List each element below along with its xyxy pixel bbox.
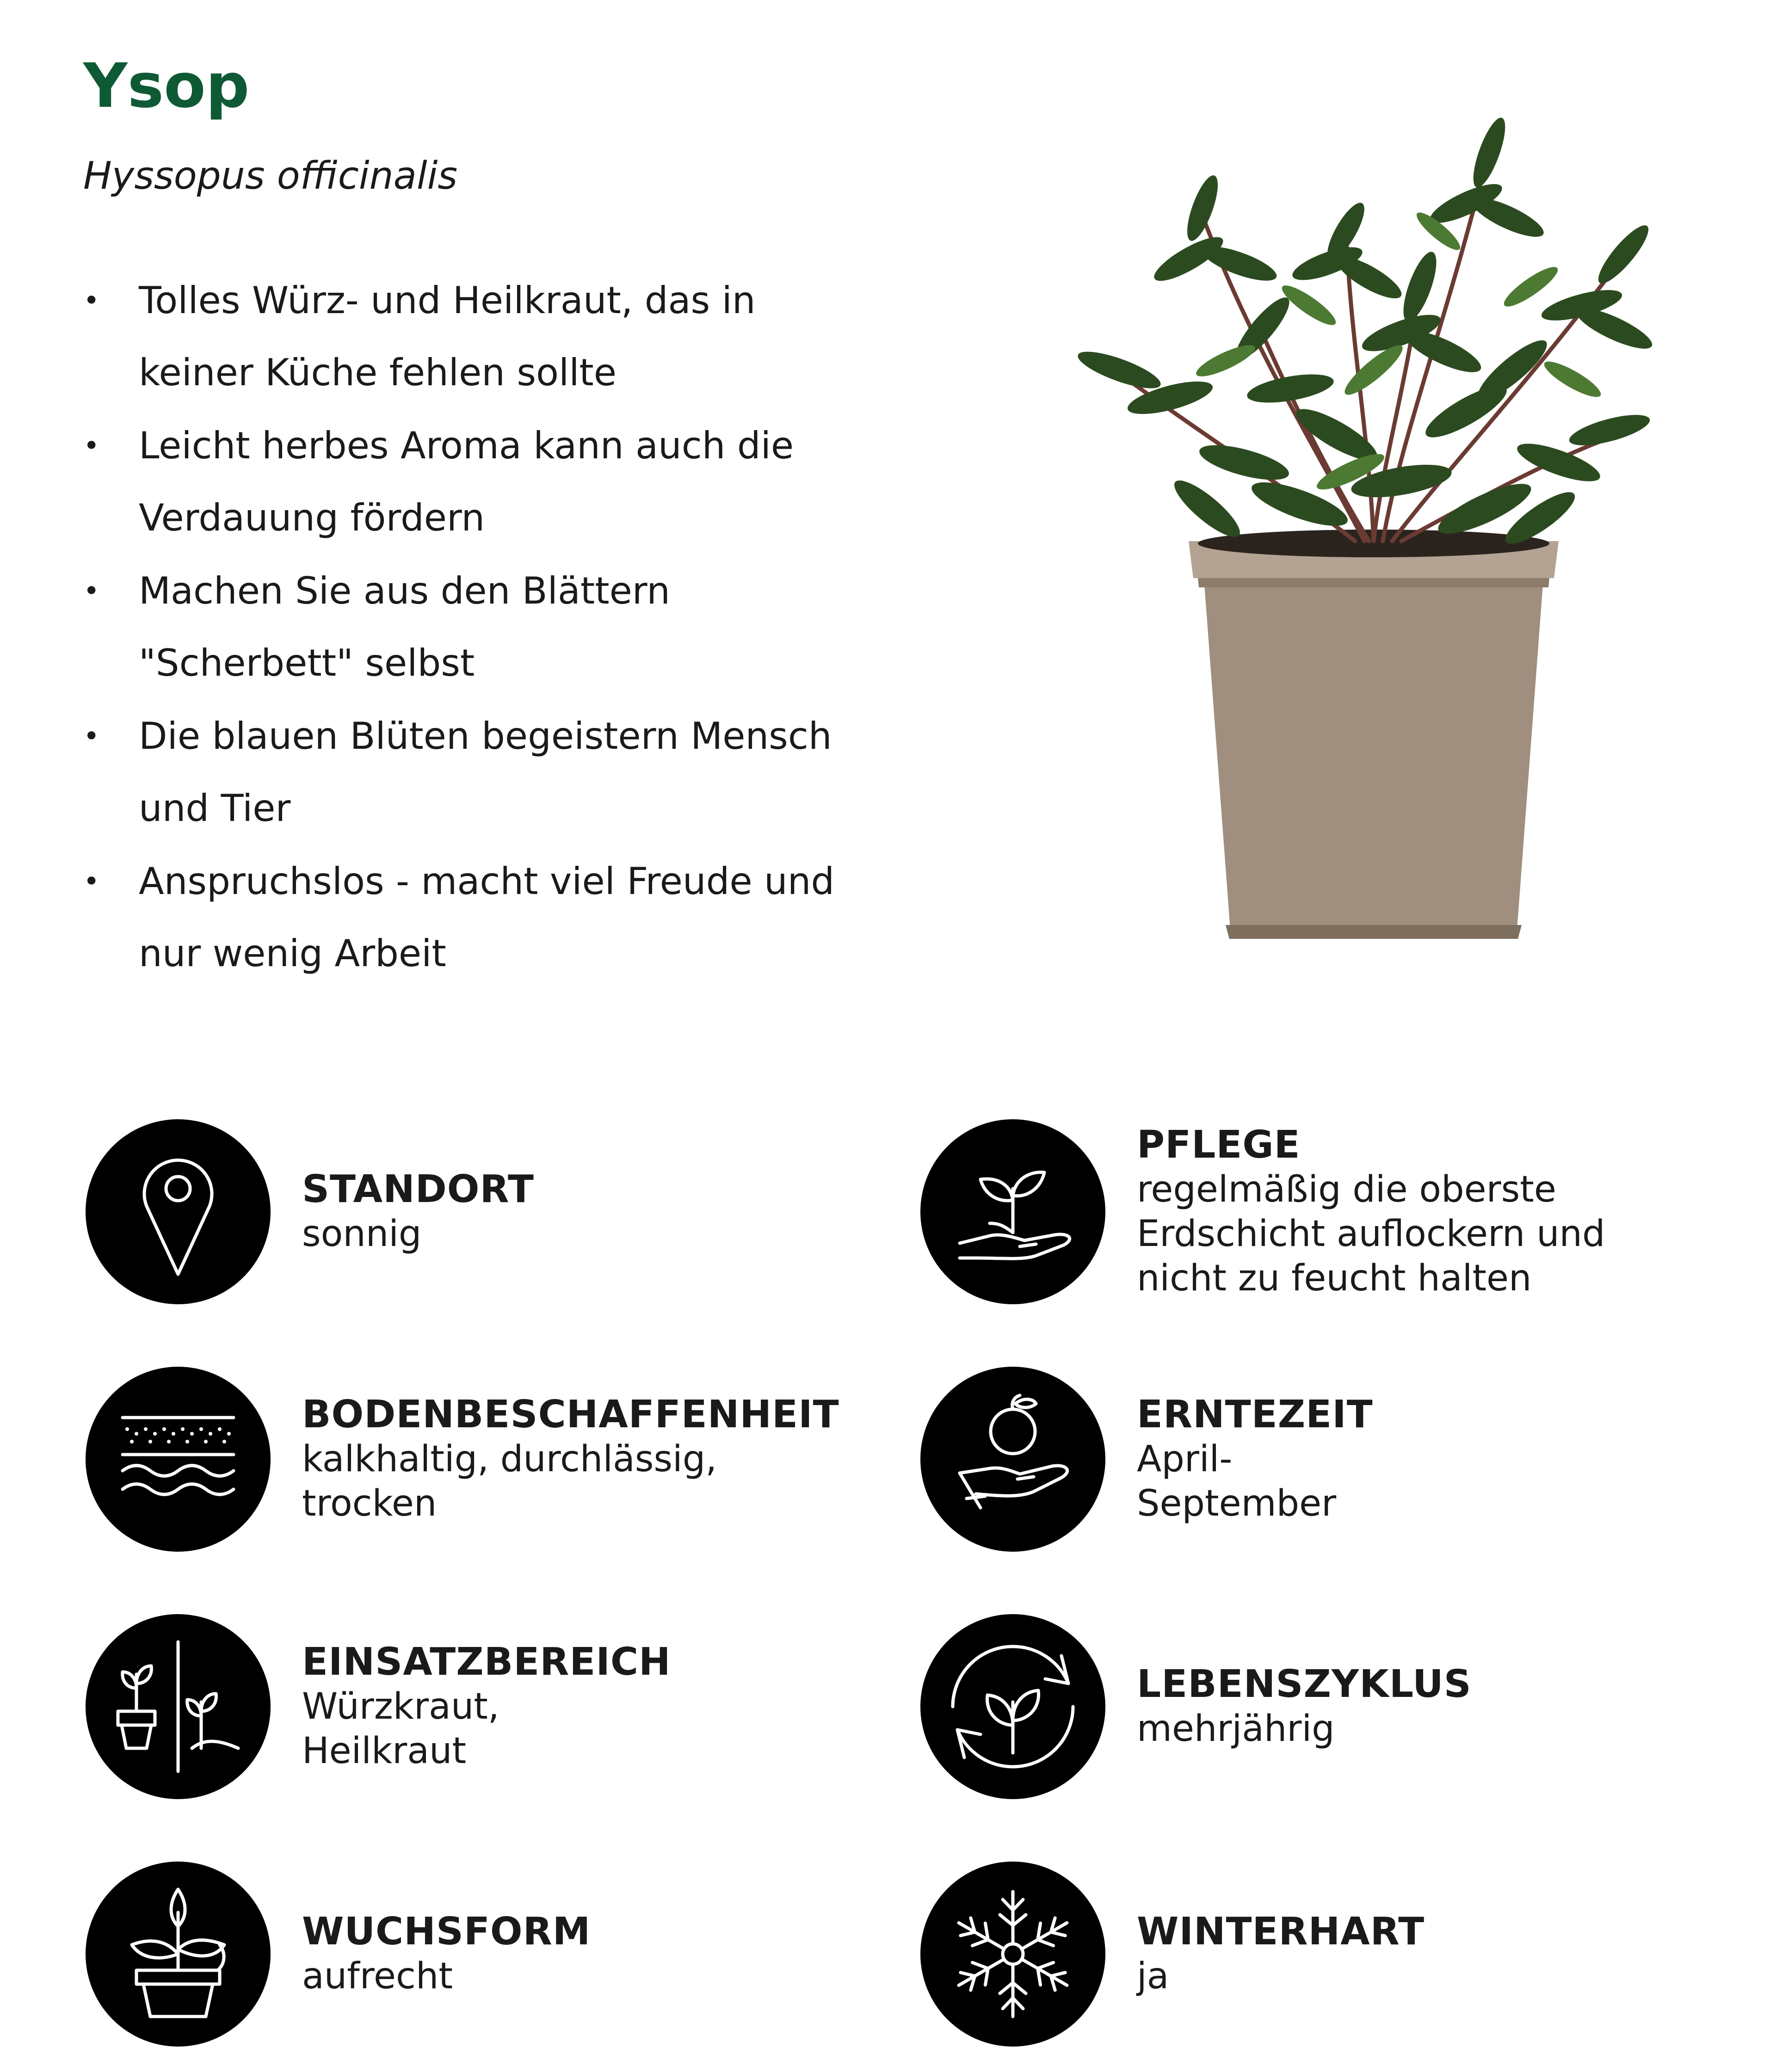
feature-title: ERNTEZEIT xyxy=(1137,1393,1373,1437)
feature-title: PFLEGE xyxy=(1137,1123,1301,1167)
bullet-item: • Die blauen Blüten begeistern Mensch und Tier xyxy=(83,700,870,845)
feature-title: BODENBESCHAFFENHEIT xyxy=(302,1393,839,1437)
product-title: Ysop xyxy=(83,50,250,122)
potted-plant-icon xyxy=(86,1862,271,2047)
feature-title: STANDORT xyxy=(302,1167,534,1211)
feature-value: Würzkraut, Heilkraut xyxy=(302,1686,500,1772)
bullet-dot-icon: • xyxy=(83,430,100,462)
cycle-plant-icon xyxy=(920,1614,1105,1799)
hand-seedling-icon xyxy=(920,1119,1105,1304)
feature-value: sonnig xyxy=(302,1213,422,1255)
bullet-item: • Anspruchslos - macht viel Freude und nur wenig Arbeit xyxy=(83,845,870,990)
bullet-item: • Machen Sie aus den Blättern "Scherbett" selbst xyxy=(83,555,870,699)
feature-title: WUCHSFORM xyxy=(302,1910,591,1954)
feature-value: kalkhaltig, durchlässig, trocken xyxy=(302,1438,717,1524)
feature-title: LEBENSZYKLUS xyxy=(1137,1662,1472,1706)
feature-value: aufrecht xyxy=(302,1955,453,1997)
feature-value: ja xyxy=(1137,1955,1169,1997)
latin-name: Hyssopus officinalis xyxy=(83,154,458,198)
snowflake-icon xyxy=(920,1862,1105,2047)
feature-value: regelmäßig die oberste Erdschicht auflockern und nicht zu feucht halten xyxy=(1137,1169,1605,1299)
bullet-dot-icon: • xyxy=(83,575,100,607)
bullet-dot-icon: • xyxy=(83,284,100,317)
bullet-dot-icon: • xyxy=(83,865,100,898)
feature-bullet-list xyxy=(83,265,870,991)
location-pin-icon xyxy=(86,1119,271,1304)
bullet-dot-icon: • xyxy=(83,720,100,752)
feature-title: EINSATZBEREICH xyxy=(302,1640,671,1684)
soil-layers-icon xyxy=(86,1367,271,1552)
bullet-item: • Tolles Würz- und Heilkraut, das in keiner Küche fehlen sollte xyxy=(83,265,870,409)
feature-title: WINTERHART xyxy=(1137,1910,1425,1954)
hand-fruit-icon xyxy=(920,1367,1105,1552)
feature-value: mehrjährig xyxy=(1137,1708,1335,1750)
plant-photo xyxy=(1050,111,1688,944)
pot-and-ground-plant-icon xyxy=(86,1614,271,1799)
feature-value: April-September xyxy=(1137,1438,1337,1524)
bullet-item: • Leicht herbes Aroma kann auch die Verdauung fördern xyxy=(83,410,870,554)
